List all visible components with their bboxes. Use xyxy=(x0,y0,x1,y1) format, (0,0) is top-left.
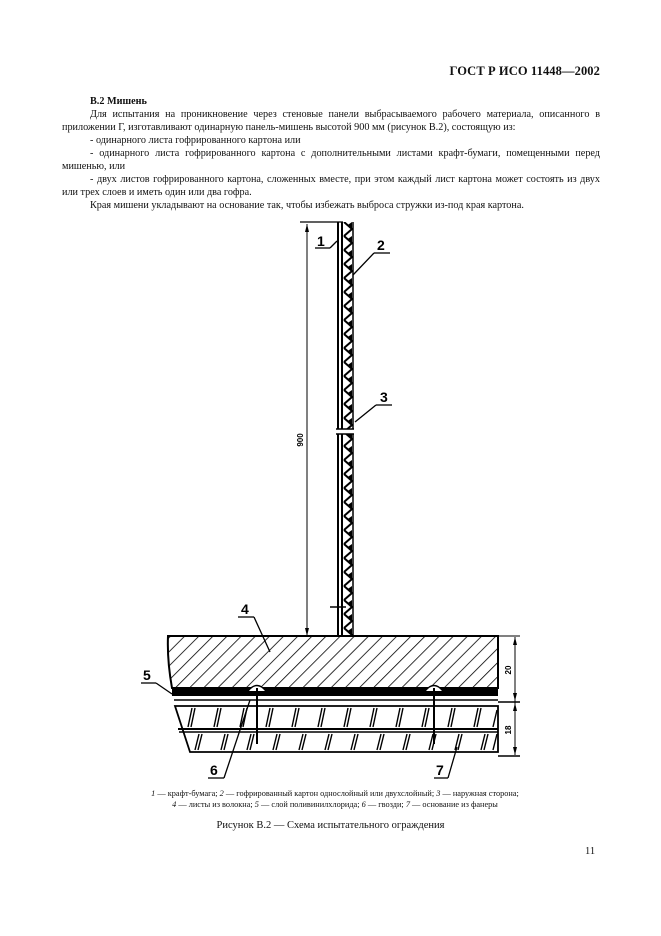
pvc-layer xyxy=(172,688,498,696)
legend-text: — гвозди; xyxy=(365,800,406,809)
legend-num: 4 xyxy=(172,800,177,809)
dimension-label-900: 900 xyxy=(296,433,305,447)
svg-text:3: 3 xyxy=(380,389,388,405)
svg-text:6: 6 xyxy=(210,762,218,778)
panel-lower xyxy=(330,434,354,636)
legend-num: 2 xyxy=(219,789,224,798)
callout-3 xyxy=(355,389,392,422)
closing-paragraph: Края мишени укладывают на основание так, чтобы избежать выброса стружки из-под края картона. xyxy=(90,200,524,211)
callout-2 xyxy=(353,237,390,275)
dimension-900 xyxy=(296,222,343,636)
dimension-label-20: 20 xyxy=(504,665,513,675)
svg-text:1: 1 xyxy=(317,233,325,249)
legend-text: — основание из фанеры xyxy=(409,800,498,809)
legend-text: — наружная сторона; xyxy=(440,789,519,798)
dimension-label-18: 18 xyxy=(504,725,513,735)
panel-upper xyxy=(336,222,354,429)
svg-text:4: 4 xyxy=(241,601,249,617)
fibre-sheets xyxy=(168,636,498,688)
figure-legend xyxy=(95,788,575,810)
page-number: 11 xyxy=(585,846,596,857)
callout-5 xyxy=(141,667,172,694)
legend-num: 3 xyxy=(436,789,441,798)
figure-caption: Рисунок В.2 — Схема испытательного ограждения xyxy=(216,820,445,831)
svg-text:5: 5 xyxy=(143,667,151,683)
legend-text: — гофрированный картон однослойный или двухслойный; xyxy=(223,789,437,798)
legend-text: — крафт-бумага; xyxy=(155,789,220,798)
svg-text:2: 2 xyxy=(377,237,385,253)
legend-num: 5 xyxy=(254,800,259,809)
section-title: В.2 Мишень xyxy=(90,96,147,107)
svg-text:7: 7 xyxy=(436,762,444,778)
dimension-20-18 xyxy=(498,636,520,756)
plywood-base xyxy=(175,706,498,752)
list-item: - двух листов гофрированного картона, сложенных вместе, при этом каждый лист картона может состоять из двух или трех слоев и иметь один или два гофра. xyxy=(62,174,600,198)
section-text xyxy=(62,95,600,212)
intro-paragraph: Для испытания на проникновение через стеновые панели выбрасываемого рабочего материала, описанного в приложении Г, изготавливают одинарную панель-мишень высотой 900 мм (рисунок В.2), состоящую из: xyxy=(62,109,600,133)
legend-num: 1 xyxy=(151,789,156,798)
standard-code: ГОСТ Р ИСО 11448—2002 xyxy=(449,64,600,78)
legend-text: — листы из волокна; xyxy=(176,800,255,809)
legend-text: — слой поливинилхлорида; xyxy=(258,800,362,809)
list-item: - одинарного листа гофрированного картона или xyxy=(90,135,301,146)
legend-num: 6 xyxy=(361,800,366,809)
list-item: - одинарного листа гофрированного картона с дополнительными листами крафт-бумаги, помещенными перед мишенью, или xyxy=(62,148,600,172)
figure-test-enclosure xyxy=(0,215,661,785)
callout-1 xyxy=(315,233,337,249)
legend-num: 7 xyxy=(405,800,410,809)
